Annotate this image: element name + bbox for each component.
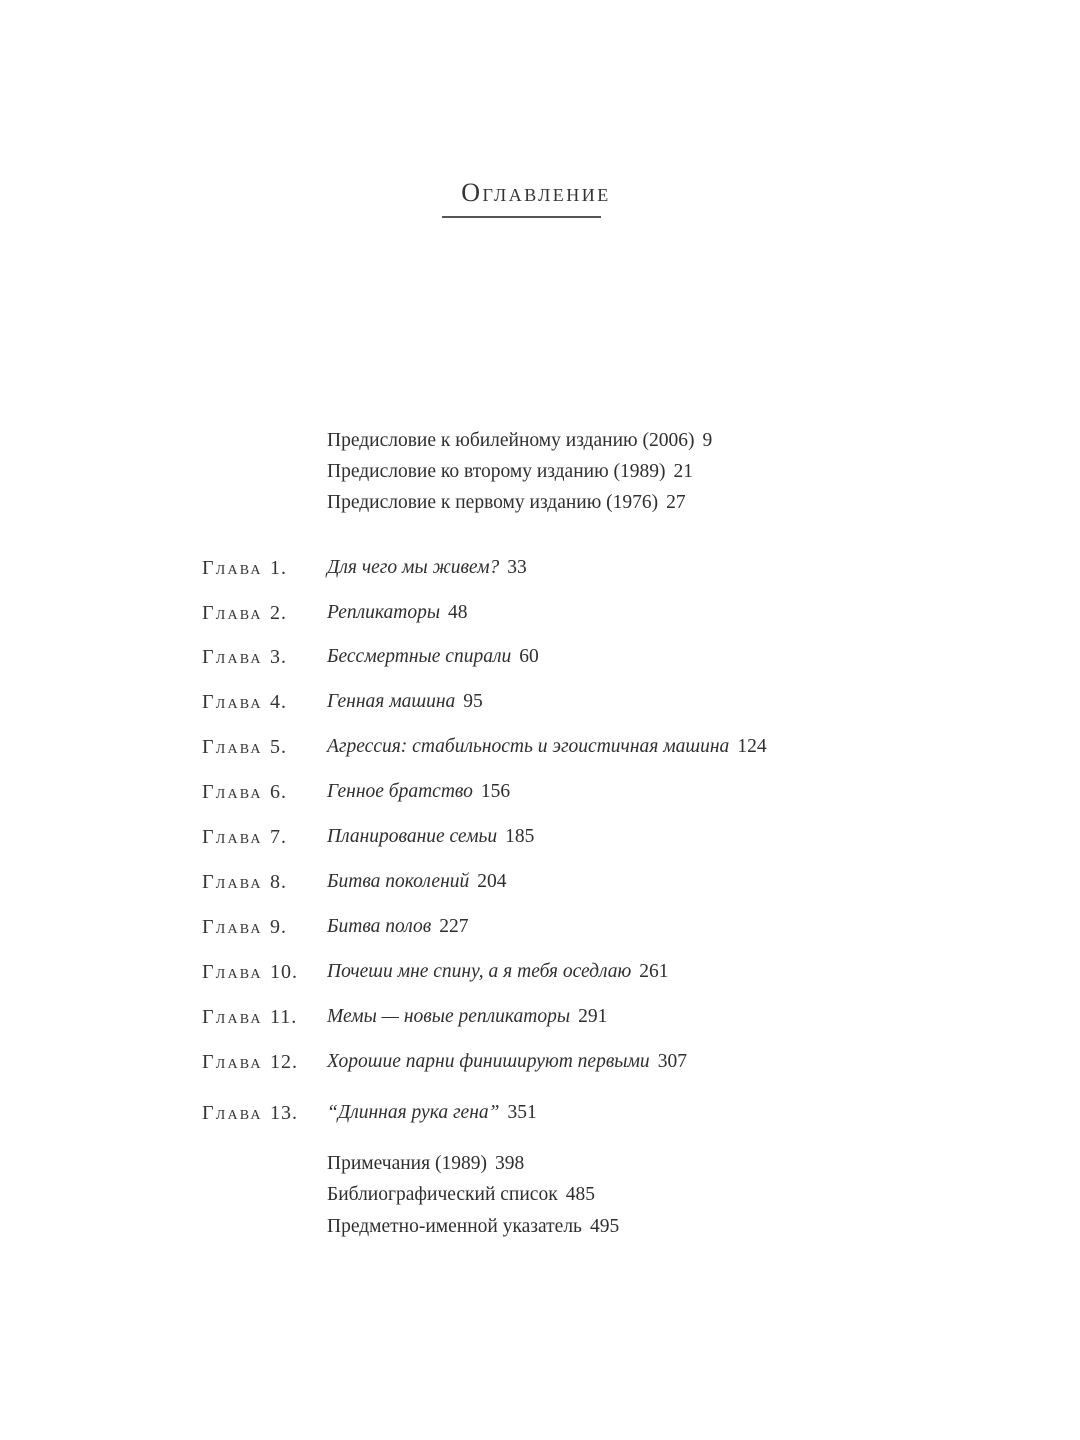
entry-text: Примечания (1989) [327, 1153, 487, 1174]
chapter-label: Глава 11. [202, 1006, 298, 1028]
page-number: 21 [673, 461, 693, 482]
chapter-label: Глава 1. [202, 557, 287, 579]
entry-text: Предметно-именной указатель [327, 1216, 582, 1237]
toc-entry-preface-1989[interactable] [327, 460, 693, 484]
page-number: 307 [657, 1051, 687, 1072]
chapter-title: Бессмертные спирали 60 [327, 646, 539, 667]
page-number: 185 [505, 826, 535, 847]
toc-entry-notes[interactable] [327, 1152, 524, 1176]
entry-text: Предисловие к юбилейному изданию (2006) [327, 430, 695, 451]
entry-text: Библиографический список [327, 1184, 558, 1205]
chapter-label: Глава 8. [202, 871, 287, 893]
page-number: 124 [737, 736, 767, 757]
chapter-label: Глава 12. [202, 1051, 298, 1073]
entry-text: Предисловие к первому изданию (1976) [327, 492, 659, 513]
page-number: 351 [507, 1102, 537, 1123]
chapter-label: Глава 10. [202, 961, 298, 983]
chapter-title: Генная машина 95 [327, 691, 483, 712]
page-number: 227 [439, 916, 469, 937]
page-number: 398 [494, 1153, 525, 1174]
toc-entry-preface-1976[interactable] [327, 491, 686, 515]
chapter-label: Глава 9. [202, 916, 287, 938]
page-number: 60 [519, 646, 539, 667]
chapter-title: “Длинная рука гена” 351 [327, 1102, 537, 1123]
page-number: 261 [639, 961, 669, 982]
page-number: 485 [565, 1184, 595, 1205]
chapter-title: Агрессия: стабильность и эгоистичная машина 124 [327, 736, 767, 757]
page-number: 95 [463, 691, 483, 712]
page-number: 204 [477, 871, 507, 892]
chapter-label: Глава 2. [202, 602, 287, 624]
toc-entry-index[interactable] [327, 1215, 619, 1239]
page-number: 27 [666, 492, 686, 513]
entry-text: Предисловие ко второму изданию (1989) [327, 461, 666, 482]
page-title: Оглавление [461, 178, 611, 207]
chapter-label: Глава 6. [202, 781, 287, 803]
page-number: 9 [702, 430, 713, 451]
toc-entry-bibliography[interactable] [327, 1183, 595, 1207]
chapter-title: Хорошие парни финишируют первыми 307 [327, 1051, 687, 1072]
chapter-title: Для чего мы живем? 33 [327, 557, 527, 578]
title-underline [442, 216, 601, 218]
chapter-title: Планирование семьи 185 [327, 826, 535, 847]
chapter-title: Почеши мне спину, а я тебя оседлаю 261 [327, 961, 669, 982]
chapter-title: Репликаторы 48 [327, 602, 468, 623]
page-number: 156 [480, 781, 511, 802]
chapter-title: Битва поколений 204 [327, 871, 507, 892]
chapter-title: Генное братство 156 [327, 781, 511, 802]
page-number: 33 [507, 557, 527, 578]
page-number: 495 [589, 1216, 620, 1237]
toc-entry-preface-2006[interactable] [327, 429, 712, 453]
chapter-label: Глава 3. [202, 646, 287, 668]
chapter-title: Мемы — новые репликаторы 291 [327, 1006, 608, 1027]
chapter-label: Глава 5. [202, 736, 287, 758]
chapter-label: Глава 7. [202, 826, 287, 848]
chapter-label: Глава 13. [202, 1102, 298, 1124]
page-number: 291 [578, 1006, 608, 1027]
page-number: 48 [448, 602, 468, 623]
chapter-label: Глава 4. [202, 691, 287, 713]
chapter-title: Битва полов 227 [327, 916, 469, 937]
